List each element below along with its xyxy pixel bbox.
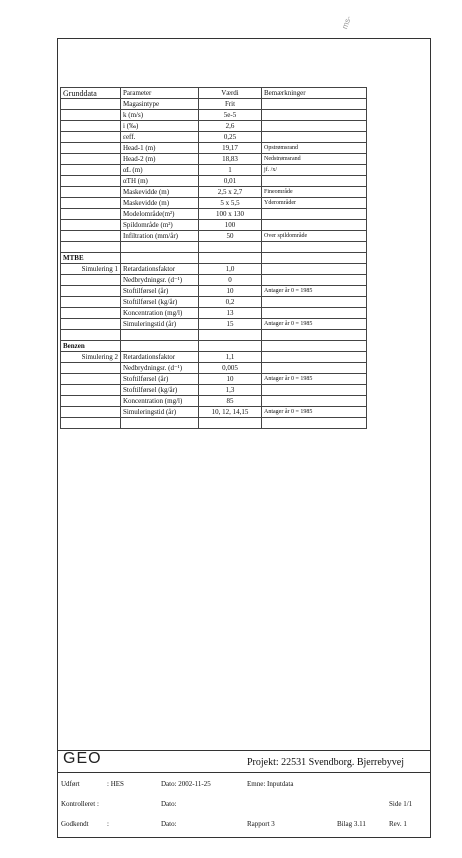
cell-parameter: εeff.	[121, 132, 199, 143]
cell-parameter: Modelområde(m²)	[121, 209, 199, 220]
cell-value: 1,1	[199, 352, 262, 363]
table-row	[61, 264, 367, 275]
cell-remark	[262, 396, 367, 407]
blank-cell	[199, 341, 262, 352]
cell-value: 10	[199, 374, 262, 385]
table-row	[61, 143, 367, 154]
section-cell	[61, 209, 121, 220]
project-title: Projekt: 22531 Svendborg. Bjerrebyvej	[247, 757, 405, 768]
section-cell	[61, 385, 121, 396]
cell-parameter: αTH (m)	[121, 176, 199, 187]
table-row	[61, 198, 367, 209]
section-cell	[61, 198, 121, 209]
cell-value: 100	[199, 220, 262, 231]
cell-value: Frit	[199, 99, 262, 110]
section-cell	[61, 220, 121, 231]
cell-remark	[262, 121, 367, 132]
cell-value: 100 x 130	[199, 209, 262, 220]
cell-value: 10, 12, 14,15	[199, 407, 262, 418]
table-row	[61, 396, 367, 407]
cell-value: 18,83	[199, 154, 262, 165]
cell-parameter: Head-2 (m)	[121, 154, 199, 165]
blank-cell	[121, 253, 199, 264]
section-cell	[61, 154, 121, 165]
table-row	[61, 319, 367, 330]
bilag-number: Bilag 3.11	[337, 820, 366, 828]
table-row	[61, 297, 367, 308]
godkendt-colon: :	[107, 820, 109, 828]
section-cell	[61, 176, 121, 187]
cell-parameter: Retardationsfaktor	[121, 264, 199, 275]
cell-value: 1,0	[199, 264, 262, 275]
udfoert-value: : HES	[107, 780, 124, 788]
rapport-number: Rapport 3	[247, 820, 275, 828]
section-cell	[61, 99, 121, 110]
cell-parameter: Nedbrydningsr. (d⁻¹)	[121, 363, 199, 374]
cell-remark	[262, 110, 367, 121]
section-cell	[61, 110, 121, 121]
mtbe-section-title: MTBE	[61, 253, 121, 264]
cell-remark	[262, 297, 367, 308]
blank-row	[61, 330, 367, 341]
cell-parameter: Stoftilførsel (år)	[121, 286, 199, 297]
cell-remark	[262, 209, 367, 220]
cell-parameter: Maskevidde (m)	[121, 198, 199, 209]
divider	[57, 750, 431, 751]
table-row	[61, 363, 367, 374]
section-cell	[61, 275, 121, 286]
blank-cell	[199, 253, 262, 264]
table-row	[61, 209, 367, 220]
blank-cell	[262, 253, 367, 264]
revision: Rev. 1	[389, 820, 407, 828]
cell-value: 13	[199, 308, 262, 319]
blank-cell	[121, 418, 199, 429]
blank-row	[61, 242, 367, 253]
cell-value: 0,01	[199, 176, 262, 187]
cell-remark	[262, 352, 367, 363]
geo-logo: GEO	[63, 750, 102, 767]
benzen-section-simulation-label: Simulering 2	[61, 352, 121, 363]
cell-value: 0,005	[199, 363, 262, 374]
cell-parameter: Simuleringstid (år)	[121, 407, 199, 418]
table-row	[61, 110, 367, 121]
table-row	[61, 385, 367, 396]
cell-value: 0,2	[199, 297, 262, 308]
section-cell	[61, 165, 121, 176]
table-row	[61, 275, 367, 286]
cell-value: 5e-5	[199, 110, 262, 121]
cell-remark	[262, 275, 367, 286]
cell-value: 5 x 5,5	[199, 198, 262, 209]
cell-remark: Opstrømsrand	[262, 143, 367, 154]
section-cell	[61, 231, 121, 242]
cell-parameter: Magasintype	[121, 99, 199, 110]
section-cell	[61, 121, 121, 132]
kontrolleret-label: Kontrolleret :	[61, 800, 99, 808]
cell-parameter: Koncentration (mg/l)	[121, 396, 199, 407]
cell-remark: Over spildområde	[262, 231, 367, 242]
benzen-section-title: Benzen	[61, 341, 121, 352]
cell-parameter: Spildområde (m²)	[121, 220, 199, 231]
cell-parameter: i (‰)	[121, 121, 199, 132]
section-cell	[61, 132, 121, 143]
section-cell	[61, 396, 121, 407]
blank-cell	[121, 341, 199, 352]
cell-parameter: αL (m)	[121, 165, 199, 176]
blank-cell	[121, 330, 199, 341]
cell-value: 1,3	[199, 385, 262, 396]
cell-remark	[262, 176, 367, 187]
section-cell	[61, 319, 121, 330]
table-row	[61, 165, 367, 176]
cell-remark	[262, 363, 367, 374]
table-row	[61, 99, 367, 110]
table-row	[61, 187, 367, 198]
blank-cell	[61, 242, 121, 253]
cell-parameter: Retardationsfaktor	[121, 352, 199, 363]
cell-remark	[262, 264, 367, 275]
cell-remark	[262, 220, 367, 231]
table-row	[61, 154, 367, 165]
table-row	[61, 231, 367, 242]
cell-value: 0,25	[199, 132, 262, 143]
cell-parameter: Koncentration (mg/l)	[121, 308, 199, 319]
table-row	[61, 352, 367, 363]
table-row	[61, 286, 367, 297]
cell-remark	[262, 99, 367, 110]
divider	[57, 772, 431, 773]
cell-value: 50	[199, 231, 262, 242]
blank-cell	[61, 418, 121, 429]
cell-remark: Antager år 0 = 1985	[262, 286, 367, 297]
header-vaerdi: Værdi	[199, 88, 262, 99]
table-row	[61, 220, 367, 231]
cell-parameter: Stoftilførsel (kg/år)	[121, 385, 199, 396]
cell-parameter: Stoftilførsel (år)	[121, 374, 199, 385]
section-label-grunddata: Grunddata	[61, 88, 121, 99]
cell-parameter: Maskevidde (m)	[121, 187, 199, 198]
section-cell	[61, 297, 121, 308]
cell-remark	[262, 308, 367, 319]
cell-remark	[262, 385, 367, 396]
blank-row	[61, 418, 367, 429]
section-cell	[61, 308, 121, 319]
cell-parameter: Simuleringstid (år)	[121, 319, 199, 330]
blank-cell	[262, 418, 367, 429]
cell-value: 19,17	[199, 143, 262, 154]
header-parameter: Parameter	[121, 88, 199, 99]
blank-cell	[121, 242, 199, 253]
cell-remark: Antager år 0 = 1985	[262, 407, 367, 418]
cell-parameter: Infiltration (mm/år)	[121, 231, 199, 242]
table-row	[61, 308, 367, 319]
cell-remark: Antager år 0 = 1985	[262, 319, 367, 330]
section-cell	[61, 286, 121, 297]
cell-value: 2,5 x 2,7	[199, 187, 262, 198]
benzen-section-title-row	[61, 341, 367, 352]
table-header-row	[61, 88, 367, 99]
blank-cell	[199, 418, 262, 429]
table-row	[61, 407, 367, 418]
section-cell	[61, 187, 121, 198]
date-field-2: Dato:	[161, 800, 177, 808]
cell-remark: jf. /x/	[262, 165, 367, 176]
margin-note: ms-	[340, 14, 354, 31]
cell-remark	[262, 132, 367, 143]
table-body	[61, 88, 367, 429]
cell-remark: Nedstrømsrand	[262, 154, 367, 165]
section-cell	[61, 407, 121, 418]
blank-cell	[61, 330, 121, 341]
cell-parameter: Nedbrydningsr. (d⁻¹)	[121, 275, 199, 286]
cell-value: 1	[199, 165, 262, 176]
cell-parameter: k (m/s)	[121, 110, 199, 121]
title-block	[57, 750, 431, 838]
godkendt-label: Godkendt	[61, 820, 89, 828]
blank-cell	[262, 330, 367, 341]
date-field: Dato: 2002-11-25	[161, 780, 211, 788]
blank-cell	[262, 242, 367, 253]
cell-remark: Fineområde	[262, 187, 367, 198]
blank-cell	[262, 341, 367, 352]
emne-field: Emne: Inputdata	[247, 780, 294, 788]
blank-cell	[199, 330, 262, 341]
blank-cell	[199, 242, 262, 253]
cell-value: 2,6	[199, 121, 262, 132]
cell-value: 15	[199, 319, 262, 330]
table-row	[61, 132, 367, 143]
cell-remark: Antager år 0 = 1985	[262, 374, 367, 385]
section-cell	[61, 143, 121, 154]
table-row	[61, 374, 367, 385]
date-field-3: Dato:	[161, 820, 177, 828]
cell-value: 0	[199, 275, 262, 286]
cell-parameter: Stoftilførsel (kg/år)	[121, 297, 199, 308]
header-bemaerkninger: Bemærkninger	[262, 88, 367, 99]
section-cell	[61, 363, 121, 374]
input-data-table	[60, 87, 367, 429]
mtbe-section-simulation-label: Simulering 1	[61, 264, 121, 275]
udfoert-label: Udført	[61, 780, 80, 788]
table-row	[61, 176, 367, 187]
mtbe-section-title-row	[61, 253, 367, 264]
cell-remark: Yderområder	[262, 198, 367, 209]
cell-parameter: Head-1 (m)	[121, 143, 199, 154]
table-row	[61, 121, 367, 132]
cell-value: 10	[199, 286, 262, 297]
cell-value: 85	[199, 396, 262, 407]
page-number: Side 1/1	[389, 800, 413, 808]
section-cell	[61, 374, 121, 385]
